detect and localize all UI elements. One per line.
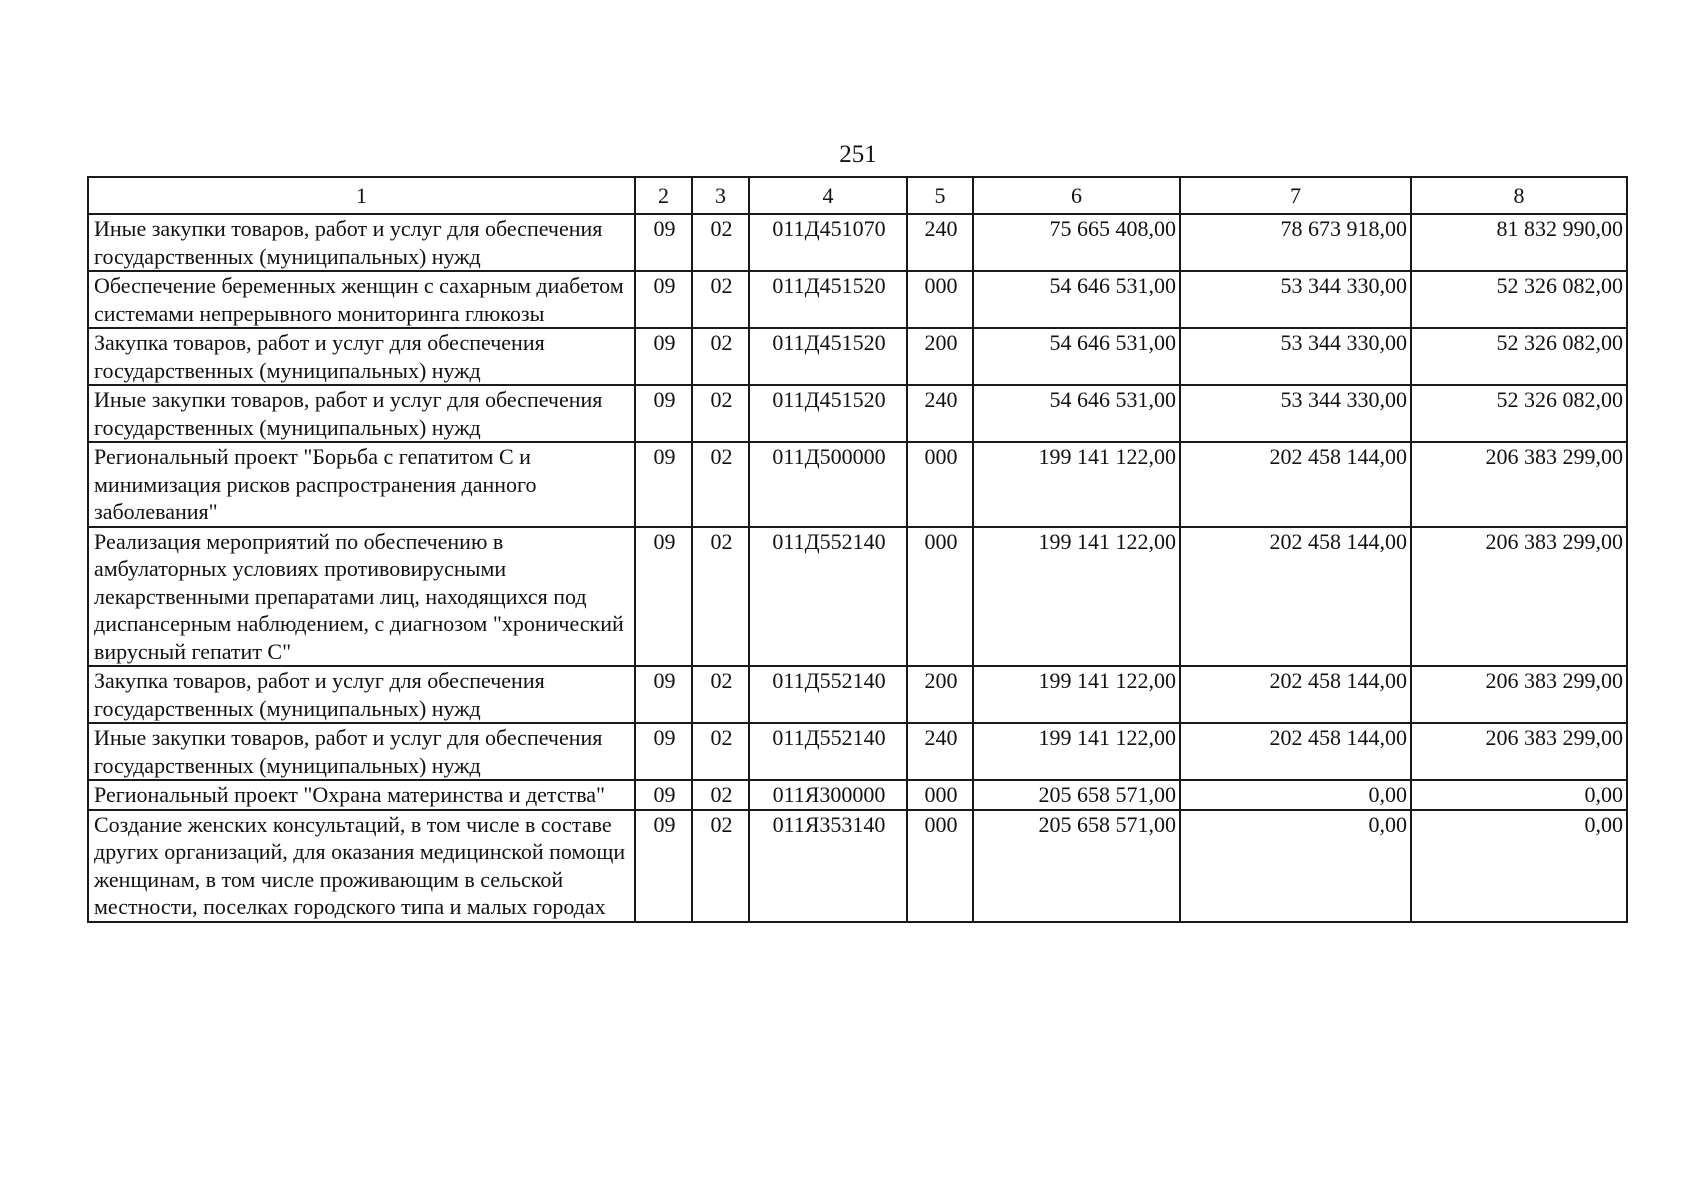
amount-cell: 52 326 082,00 — [1411, 385, 1627, 442]
amount-cell: 199 141 122,00 — [973, 527, 1180, 667]
table-row — [88, 442, 1627, 527]
subsection-code-cell: 02 — [692, 328, 749, 385]
expense-type-cell: 000 — [907, 442, 973, 527]
subsection-code-cell: 02 — [692, 810, 749, 922]
subsection-code-cell: 02 — [692, 780, 749, 810]
section-code-cell: 09 — [635, 328, 692, 385]
section-code-cell: 09 — [635, 442, 692, 527]
amount-cell: 78 673 918,00 — [1180, 214, 1411, 271]
amount-cell: 0,00 — [1180, 780, 1411, 810]
amount-cell: 53 344 330,00 — [1180, 271, 1411, 328]
section-code-cell: 09 — [635, 780, 692, 810]
section-code-cell: 09 — [635, 666, 692, 723]
item-name-cell: Иные закупки товаров, работ и услуг для обеспечения государственных (муниципальных) нужд — [88, 385, 635, 442]
amount-cell: 202 458 144,00 — [1180, 527, 1411, 667]
amount-cell: 81 832 990,00 — [1411, 214, 1627, 271]
amount-cell: 199 141 122,00 — [973, 442, 1180, 527]
item-name-cell: Региональный проект "Охрана материнства и детства" — [88, 780, 635, 810]
amount-cell: 206 383 299,00 — [1411, 527, 1627, 667]
amount-cell: 202 458 144,00 — [1180, 666, 1411, 723]
expense-type-cell: 200 — [907, 328, 973, 385]
section-code-cell: 09 — [635, 214, 692, 271]
amount-cell: 52 326 082,00 — [1411, 271, 1627, 328]
target-article-cell: 011Д451520 — [749, 385, 907, 442]
amount-cell: 53 344 330,00 — [1180, 385, 1411, 442]
item-name-cell: Иные закупки товаров, работ и услуг для обеспечения государственных (муниципальных) нужд — [88, 723, 635, 780]
amount-cell: 0,00 — [1411, 810, 1627, 922]
table-row — [88, 214, 1627, 271]
amount-cell: 52 326 082,00 — [1411, 328, 1627, 385]
page-number: 251 — [839, 141, 877, 168]
expense-type-cell: 000 — [907, 780, 973, 810]
table-row — [88, 385, 1627, 442]
section-code-cell: 09 — [635, 271, 692, 328]
table-row — [88, 328, 1627, 385]
section-code-cell: 09 — [635, 810, 692, 922]
target-article-cell: 011Я300000 — [749, 780, 907, 810]
amount-cell: 199 141 122,00 — [973, 666, 1180, 723]
expense-type-cell: 200 — [907, 666, 973, 723]
column-header: 6 — [973, 177, 1180, 214]
amount-cell: 206 383 299,00 — [1411, 666, 1627, 723]
subsection-code-cell: 02 — [692, 385, 749, 442]
item-name-cell: Обеспечение беременных женщин с сахарным диабетом системами непрерывного мониторинга глюкозы — [88, 271, 635, 328]
amount-cell: 199 141 122,00 — [973, 723, 1180, 780]
column-number-row — [88, 177, 1627, 214]
table-row — [88, 723, 1627, 780]
target-article-cell: 011Д552140 — [749, 666, 907, 723]
amount-cell: 205 658 571,00 — [973, 810, 1180, 922]
column-header: 8 — [1411, 177, 1627, 214]
item-name-cell: Закупка товаров, работ и услуг для обеспечения государственных (муниципальных) нужд — [88, 328, 635, 385]
target-article-cell: 011Д552140 — [749, 723, 907, 780]
amount-cell: 205 658 571,00 — [973, 780, 1180, 810]
item-name-cell: Реализация мероприятий по обеспечению в амбулаторных условиях противовирусными лекарственными препаратами лиц, находящихся под диспансерным наблюдением, с диагнозом "хронический вирусный гепатит С" — [88, 527, 635, 667]
amount-cell: 75 665 408,00 — [973, 214, 1180, 271]
expense-type-cell: 000 — [907, 271, 973, 328]
amount-cell: 54 646 531,00 — [973, 271, 1180, 328]
amount-cell: 0,00 — [1180, 810, 1411, 922]
column-header: 4 — [749, 177, 907, 214]
column-header: 3 — [692, 177, 749, 214]
section-code-cell: 09 — [635, 385, 692, 442]
expense-type-cell: 000 — [907, 527, 973, 667]
subsection-code-cell: 02 — [692, 527, 749, 667]
column-header: 2 — [635, 177, 692, 214]
column-header: 7 — [1180, 177, 1411, 214]
table-row — [88, 780, 1627, 810]
target-article-cell: 011Д451520 — [749, 271, 907, 328]
amount-cell: 206 383 299,00 — [1411, 723, 1627, 780]
subsection-code-cell: 02 — [692, 666, 749, 723]
amount-cell: 53 344 330,00 — [1180, 328, 1411, 385]
table-row — [88, 271, 1627, 328]
amount-cell: 54 646 531,00 — [973, 385, 1180, 442]
amount-cell: 206 383 299,00 — [1411, 442, 1627, 527]
table-row — [88, 666, 1627, 723]
item-name-cell: Закупка товаров, работ и услуг для обеспечения государственных (муниципальных) нужд — [88, 666, 635, 723]
target-article-cell: 011Я353140 — [749, 810, 907, 922]
amount-cell: 202 458 144,00 — [1180, 723, 1411, 780]
item-name-cell: Региональный проект "Борьба с гепатитом С и минимизация рисков распространения данного заболевания" — [88, 442, 635, 527]
section-code-cell: 09 — [635, 527, 692, 667]
item-name-cell: Создание женских консультаций, в том числе в составе других организаций, для оказания медицинской помощи женщинам, в том числе проживающим в сельской местности, поселках городского типа и малых городах — [88, 810, 635, 922]
expense-type-cell: 240 — [907, 723, 973, 780]
subsection-code-cell: 02 — [692, 723, 749, 780]
amount-cell: 54 646 531,00 — [973, 328, 1180, 385]
expense-type-cell: 240 — [907, 214, 973, 271]
table-row — [88, 527, 1627, 667]
expense-type-cell: 000 — [907, 810, 973, 922]
target-article-cell: 011Д500000 — [749, 442, 907, 527]
target-article-cell: 011Д451070 — [749, 214, 907, 271]
subsection-code-cell: 02 — [692, 271, 749, 328]
expense-type-cell: 240 — [907, 385, 973, 442]
column-header: 5 — [907, 177, 973, 214]
budget-table — [87, 176, 1628, 923]
table-body — [88, 214, 1627, 922]
target-article-cell: 011Д552140 — [749, 527, 907, 667]
amount-cell: 202 458 144,00 — [1180, 442, 1411, 527]
table-row — [88, 810, 1627, 922]
subsection-code-cell: 02 — [692, 442, 749, 527]
target-article-cell: 011Д451520 — [749, 328, 907, 385]
amount-cell: 0,00 — [1411, 780, 1627, 810]
section-code-cell: 09 — [635, 723, 692, 780]
item-name-cell: Иные закупки товаров, работ и услуг для обеспечения государственных (муниципальных) нужд — [88, 214, 635, 271]
subsection-code-cell: 02 — [692, 214, 749, 271]
column-header: 1 — [88, 177, 635, 214]
